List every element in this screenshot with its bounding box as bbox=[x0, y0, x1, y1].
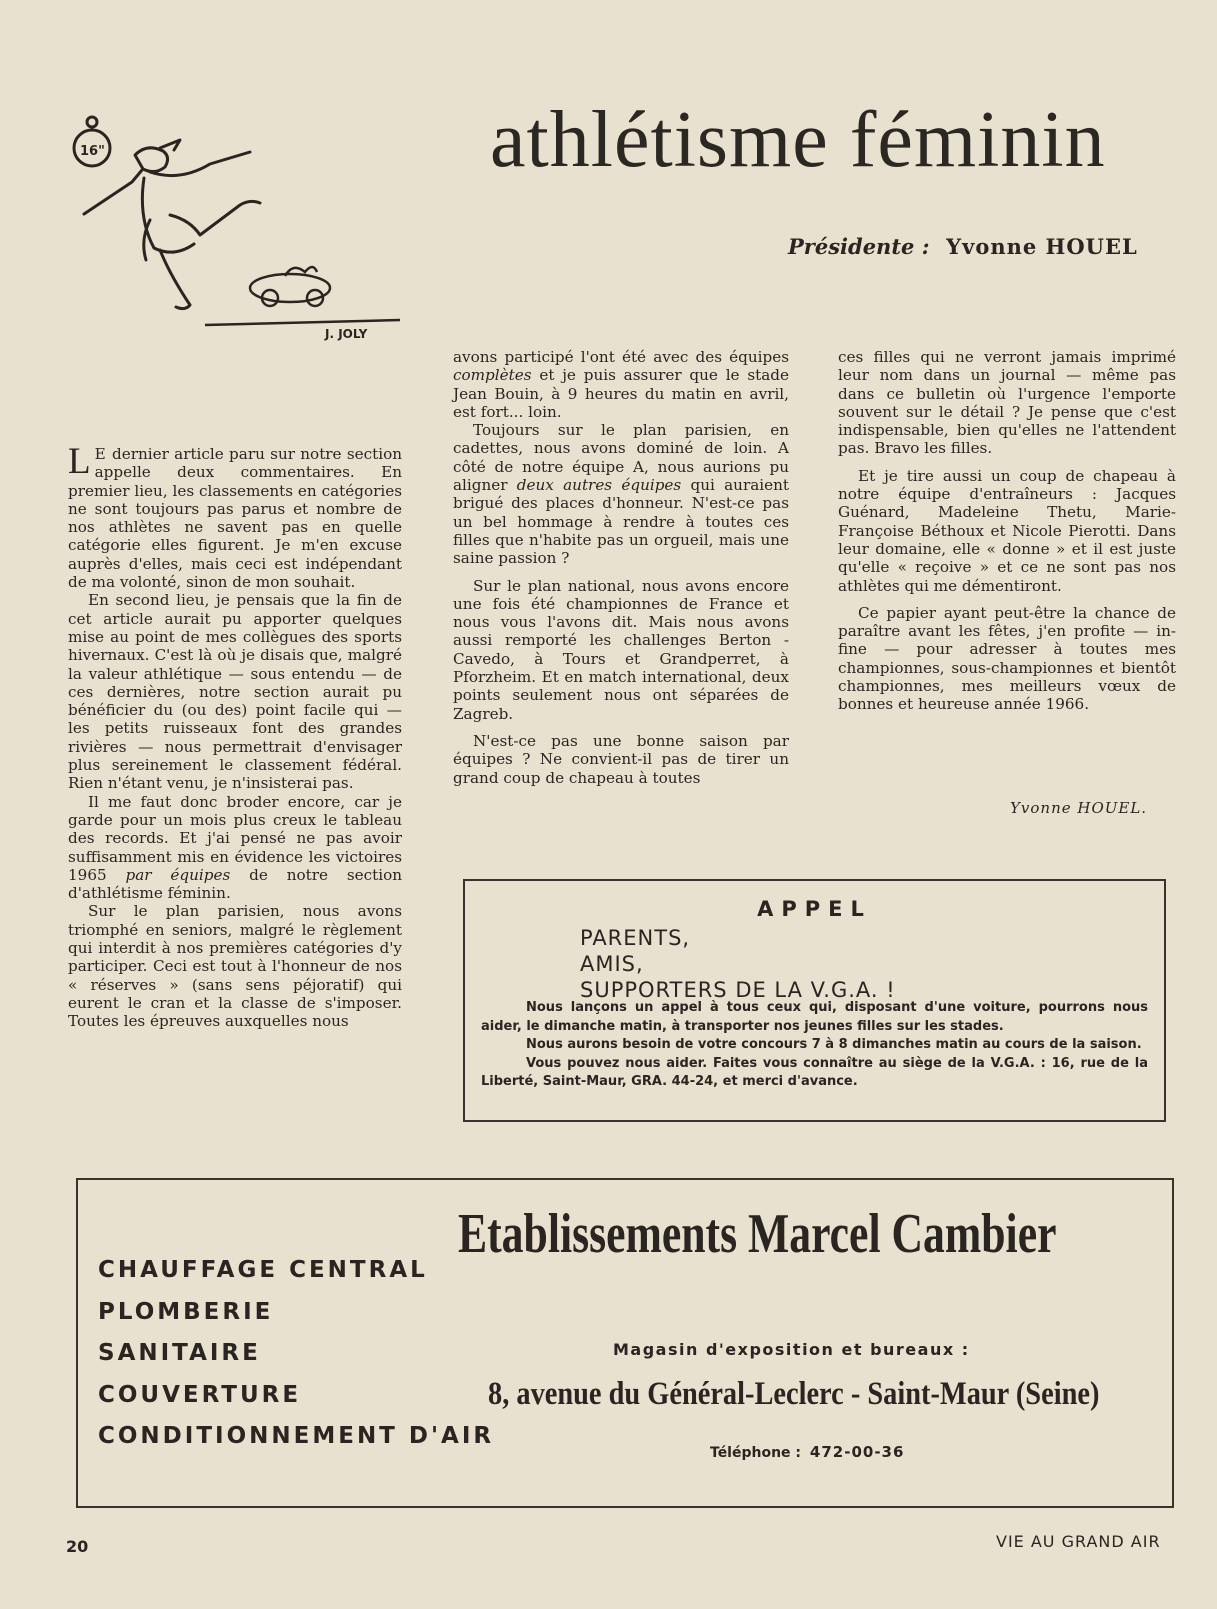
magazine-name: VIE AU GRAND AIR bbox=[996, 1532, 1161, 1551]
paragraph-text: dernier article paru sur notre section appelle deux commentaires. En premier lieu, les classements en catégories ne sont toujours pas parus et nombre de nos athlètes ne savent pas en quelle catégorie elles figurent. Je m'en excuse auprès d'elles, mais ceci est indépendant de ma volonté, sinon de mon souhait. bbox=[68, 445, 403, 592]
lead-letter: E bbox=[94, 445, 107, 463]
service-item: PLOMBERIE bbox=[98, 1298, 274, 1325]
emphasis-text: deux autres équipes bbox=[516, 476, 682, 495]
paragraph-text: avons participé l'ont été avec des équipes bbox=[453, 348, 789, 366]
president-name: Yvonne HOUEL bbox=[946, 234, 1138, 259]
article-paragraph bbox=[453, 421, 789, 567]
appel-heading: APPEL bbox=[757, 897, 872, 921]
article-paragraph: Sur le plan parisien, nous avons triomphé en seniors, malgré le règlement qui interdit à nos premières catégories d'y participer. Ceci est tout à l'honneur de nos « réserves » (sans sens péjoratif) qui eurent le cran et la classe de s'imposer. Toutes les épreuves auxquelles nous bbox=[68, 902, 402, 1031]
illustration-signature: J. JOLY bbox=[325, 327, 368, 341]
appel-paragraph: Nous lançons un appel à tous ceux qui, disposant d'une voiture, pourrons nous aider, le dimanche matin, à transporter nos jeunes filles sur les stades. bbox=[481, 1000, 1148, 1034]
article-column-1 bbox=[68, 441, 403, 1031]
service-item: COUVERTURE bbox=[98, 1381, 302, 1408]
paragraph-text: de notre section d'athlétisme féminin. bbox=[68, 865, 402, 903]
service-item: CHAUFFAGE CENTRAL bbox=[98, 1257, 428, 1283]
paragraph-text: qui auraient brigué des places d'honneur. N'est-ce pas un bel hommage à rendre à toutes ces filles que n'habite pas un orgueil, mais une saine passion ? bbox=[453, 476, 789, 568]
president-role: Présidente : bbox=[788, 234, 930, 259]
appel-paragraph: Nous aurons besoin de votre concours 7 à 8 dimanches matin au cours de la saison. bbox=[526, 1037, 1142, 1052]
article-paragraph bbox=[453, 348, 789, 421]
company-phone bbox=[710, 1443, 904, 1461]
stopwatch-label: 16" bbox=[80, 144, 105, 159]
article-paragraph bbox=[68, 793, 402, 903]
runner-figure bbox=[84, 140, 260, 309]
company-address: 8, avenue du Général-Leclerc - Saint-Maur (Seine) bbox=[488, 1376, 1100, 1412]
paragraph-text: et je puis assurer que le stade Jean Bouin, à 9 heures du matin en avril, est fort... loin. bbox=[453, 366, 790, 421]
runner-illustration bbox=[70, 100, 410, 350]
service-list bbox=[98, 1250, 494, 1458]
service-item: CONDITIONNEMENT D'AIR bbox=[98, 1423, 495, 1449]
company-name: Etablissements Marcel Cambier bbox=[458, 1203, 1057, 1265]
showroom-label: Magasin d'exposition et bureaux : bbox=[613, 1340, 970, 1359]
appel-line: PARENTS, bbox=[580, 926, 691, 950]
article-paragraph: ces filles qui ne verront jamais imprimé leur nom dans un journal — même pas dans ce bulletin où l'urgence l'emporte souvent sur le détail ? Je pense que c'est indispensable, bien qu'elles ne l'attendent pas. Bravo les filles. bbox=[838, 348, 1176, 458]
fallen-object-sketch bbox=[205, 267, 400, 325]
appel-line: SUPPORTERS DE LA V.G.A. ! bbox=[580, 978, 896, 1002]
article-paragraph: En second lieu, je pensais que la fin de cet article aurait pu apporter quelques mise au point de mes collègues des sports hivernaux. C'est là où je disais que, malgré la valeur athlétique — sous entendu — de ces dernières, notre section aurait pu bénéficier du (ou des) point facile qui — les petits ruisseaux font des grandes rivières — nous permettrait d'envisager plus sereinement le classement fédéral. Rien n'étant venu, je n'insisterai pas. bbox=[68, 591, 402, 793]
phone-number: 472-00-36 bbox=[809, 1443, 905, 1461]
president-line bbox=[788, 234, 1138, 259]
article-paragraph: Ce papier ayant peut-être la chance de paraître avant les fêtes, j'en profite — in-fine — pour adresser à toutes mes championnes, sous-championnes et bientôt championnes, mes meilleurs vœux de bonnes et heureuse année 1966. bbox=[838, 603, 1176, 714]
article-paragraph: Et je tire aussi un coup de chapeau à notre équipe d'entraîneurs : Jacques Guénard, Madeleine Thetu, Marie-Françoise Béthoux et Nicole Pierotti. Dans leur domaine, elle « donne » et il est juste qu'elle « reçoive » et ce ne sont pas nos athlètes qui me démentiront. bbox=[838, 466, 1176, 595]
paragraph-text: Il me faut donc broder encore, car je garde pour un mois plus creux le tableau des records. Et j'ai pensé ne pas avoir suffisamment mis en évidence les victoires 1965 bbox=[68, 792, 402, 884]
phone-label: Téléphone : bbox=[710, 1445, 802, 1461]
page-title: athlétisme féminin bbox=[490, 96, 1106, 184]
article-column-3 bbox=[838, 348, 1176, 714]
article-paragraph: N'est-ce pas une bonne saison par équipes ? Ne convient-il pas de tirer un grand coup de chapeau à toutes bbox=[453, 731, 789, 787]
drop-cap: L bbox=[68, 441, 91, 482]
article-signature: Yvonne HOUEL. bbox=[1010, 799, 1148, 817]
advertisement-box bbox=[76, 1178, 1174, 1508]
appel-paragraph: Vous pouvez nous aider. Faites vous connaître au siège de la V.G.A. : 16, rue de la Liberté, Saint-Maur, GRA. 44-24, et merci d'avance. bbox=[481, 1055, 1148, 1089]
emphasis-text: complètes bbox=[453, 366, 532, 385]
service-item: SANITAIRE bbox=[98, 1340, 261, 1366]
page-number: 20 bbox=[66, 1537, 89, 1556]
article-column-2 bbox=[453, 348, 789, 787]
appel-body bbox=[481, 999, 1148, 1092]
paragraph-text: Toujours sur le plan parisien, en cadettes, nous avons dominé de loin. A côté de notre équipe A, nous aurions pu aligner bbox=[453, 421, 789, 495]
article-paragraph bbox=[68, 441, 403, 592]
emphasis-text: par équipes bbox=[125, 865, 231, 884]
appel-box bbox=[463, 879, 1166, 1122]
appel-line: AMIS, bbox=[580, 952, 644, 976]
appel-call-lines bbox=[580, 925, 896, 1003]
article-paragraph: Sur le plan national, nous avons encore une fois été championnes de France et nous vous l'avons dit. Mais nous avons aussi remporté les challenges Berton - Cavedo, à Tours et Grandperret, à Pforzheim. Et en match international, deux points seulement nous ont séparées de Zagreb. bbox=[453, 576, 789, 723]
